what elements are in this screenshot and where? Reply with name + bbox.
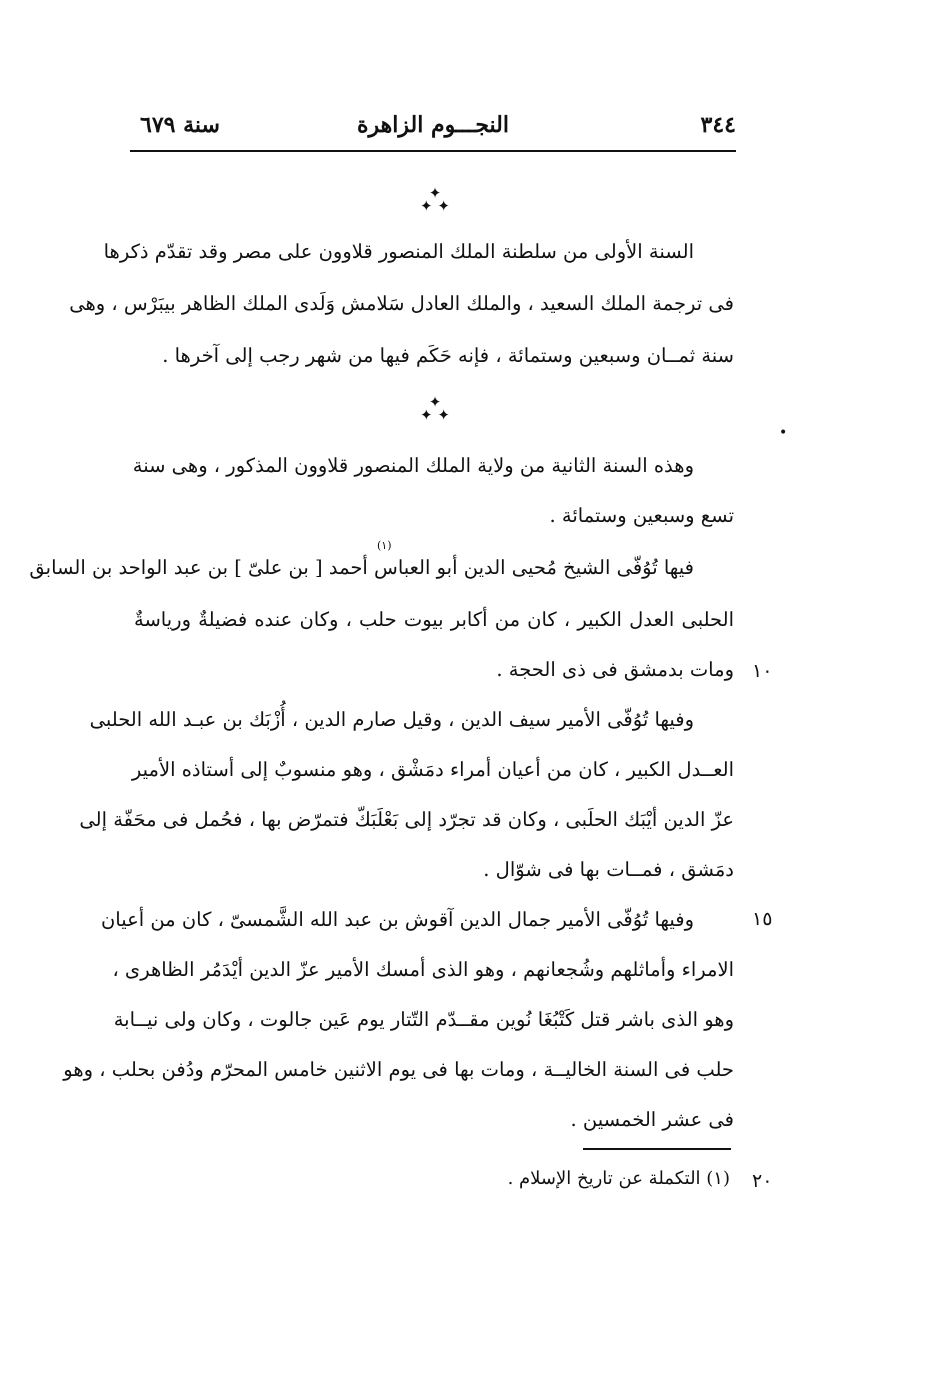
text-line: دمَشق ، فمــات بها فى شوّال . — [483, 858, 734, 881]
ornament-top: ✦ ✦ ✦ — [420, 184, 450, 215]
header-year: سنة ٦٧٩ — [140, 112, 220, 138]
line-number-10: ١٠ — [752, 660, 773, 682]
page-number: ٣٤٤ — [700, 112, 736, 138]
text-line: تسع وسبعين وستمائة . — [549, 504, 734, 527]
text-line: وهو الذى باشر قتل كَتْبُغَا نُوين مقــدّم التّتار يوم عَين جالوت ، وكان ولى نيــابة — [113, 1008, 734, 1031]
header-title: النجـــوم الزاهرة — [357, 112, 509, 138]
footnote: (١) التكملة عن تاريخ الإسلام . — [507, 1168, 730, 1189]
text-line: وهذه السنة الثانية من ولاية الملك المنصور قلاوون المذكور ، وهى سنة — [132, 454, 694, 477]
footnote-rule — [583, 1148, 731, 1150]
header-rule — [130, 150, 736, 152]
text-line: وفيها تُوُفّى الأمير جمال الدين آقوش بن عبد الله الشَّمسىّ ، كان من أعيان — [100, 908, 694, 931]
text-line: وفيها تُوُفّى الأمير سيف الدين ، وقيل صارم الدين ، أُزْبَك بن عبـد الله الحلبى — [89, 708, 694, 731]
footnote-marker: (١) — [377, 539, 392, 552]
text-line: الامراء وأماثلهم وشُجعانهم ، وهو الذى أمسك الأمير عزّ الدين أيْدَمُر الظاهرى ، — [112, 958, 734, 981]
margin-dot: • — [779, 425, 788, 441]
text-line: حلب فى السنة الخاليــة ، ومات بها فى يوم الاثنين خامس المحرّم ودُفن بحلب ، وهو — [63, 1058, 734, 1081]
text-line: فى ترجمة الملك السعيد ، والملك العادل سَلامش وَلَدى الملك الظاهر بيبَرْس ، وهى — [69, 292, 734, 315]
text-line: الحلبى العدل الكبير ، كان من أكابر بيوت حلب ، وكان عنده فضيلةٌ ورياسةٌ — [134, 608, 734, 631]
text-line: ومات بدمشق فى ذى الحجة . — [496, 658, 734, 681]
ornament-middle: ✦ ✦ ✦ — [420, 393, 450, 424]
line-number-20: ٢٠ — [752, 1170, 773, 1192]
running-header — [130, 112, 736, 152]
text-line: فيها تُوُفّى الشيخ مُحيى الدين أبو العباس أحمد [ بن علىّ ] بن عبد الواحد بن السابق — [29, 556, 694, 579]
text-line: فى عشر الخمسين . — [570, 1108, 734, 1131]
text-line: السنة الأولى من سلطنة الملك المنصور قلاوون على مصر وقد تقدّم ذكرها — [103, 240, 694, 263]
text-line: العــدل الكبير ، كان من أعيان أمراء دمَشْق ، وهو منسوبٌ إلى أستاذه الأمير — [131, 758, 734, 781]
line-number-15: ١٥ — [752, 908, 773, 930]
text-line: سنة ثمــان وسبعين وستمائة ، فإنه حَكَم فيها من شهر رجب إلى آخرها . — [162, 344, 734, 367]
text-line: عزّ الدين أيْبَك الحلَبى ، وكان قد تجرّد إلى بَعْلَبَكّ فتمرّض بها ، فحُمل فى محَفّة إلى — [79, 808, 734, 831]
